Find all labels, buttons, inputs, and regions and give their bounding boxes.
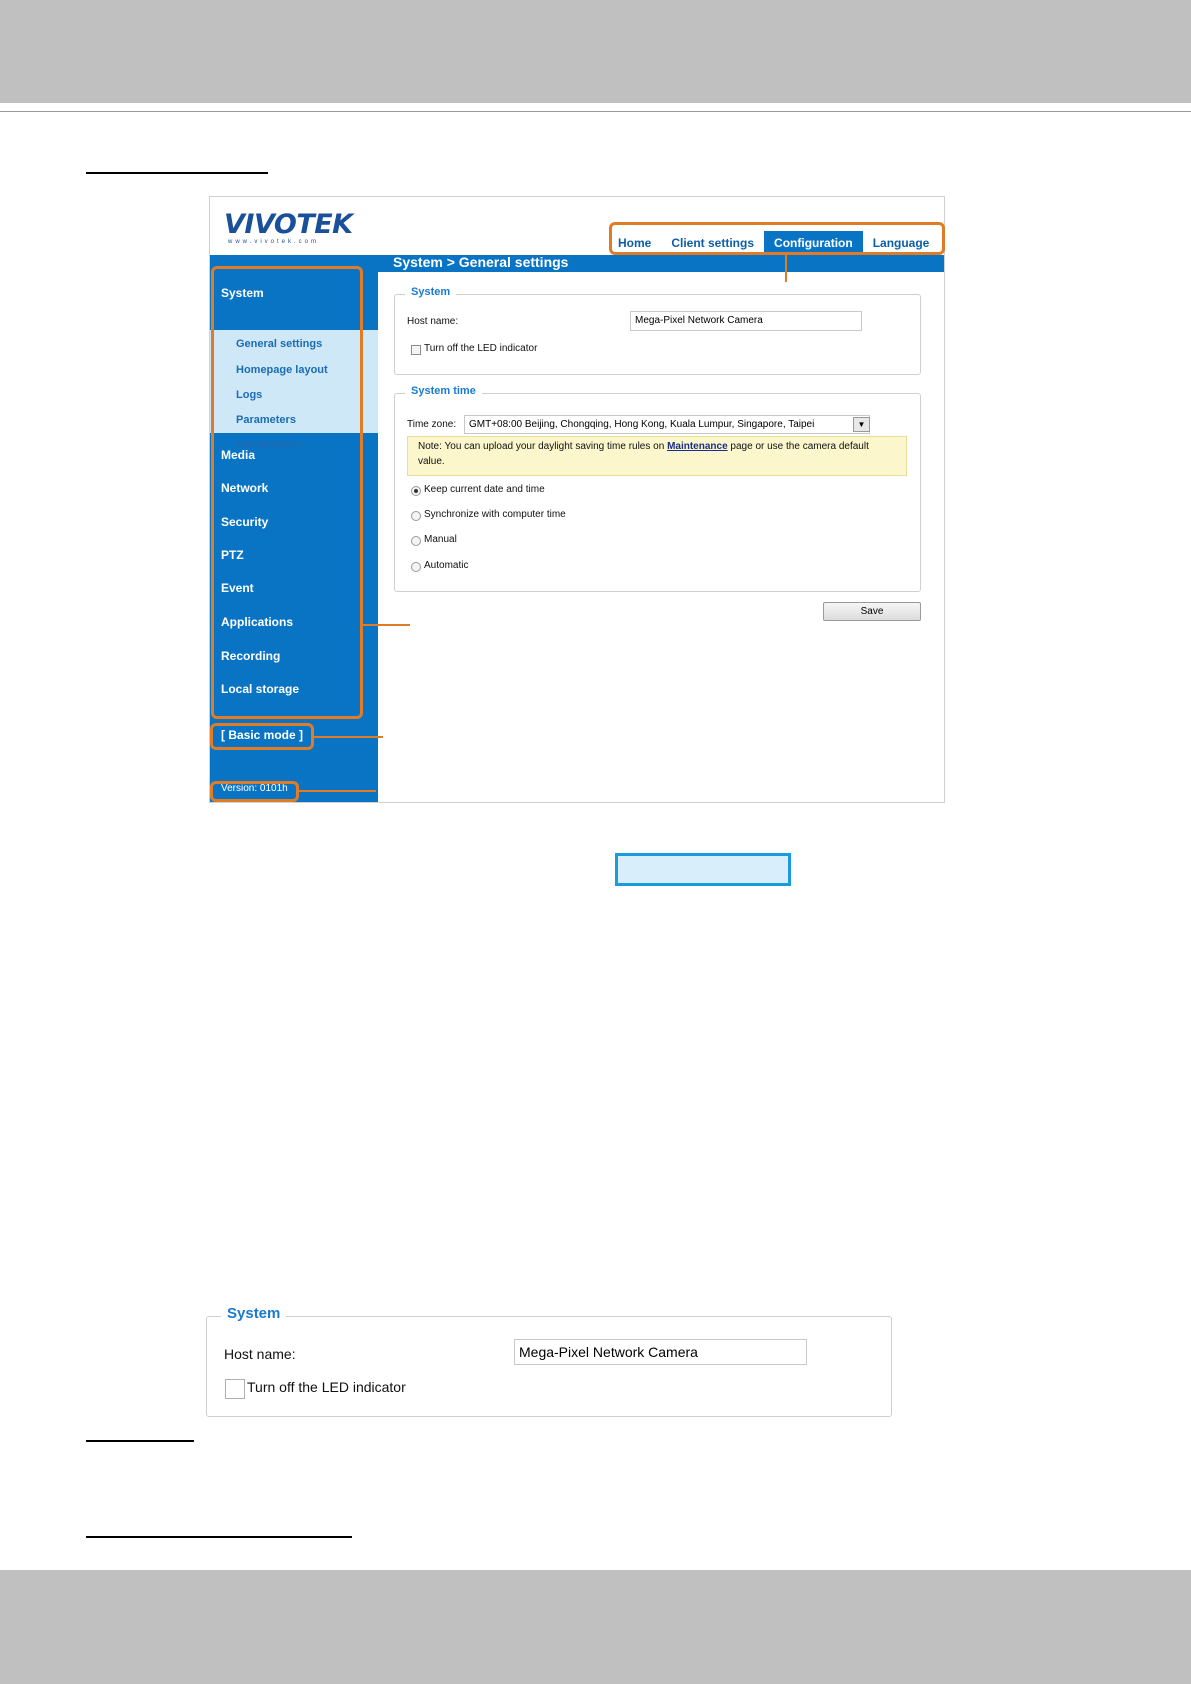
heading-underline-1 <box>86 172 268 174</box>
nav-language[interactable]: Language <box>863 231 940 255</box>
version-callout <box>210 781 299 802</box>
sidebar-item-security[interactable]: Security <box>221 515 269 529</box>
sidebar-subitem-logs[interactable]: Logs <box>236 389 263 401</box>
radio-sync-computer[interactable] <box>411 511 421 521</box>
zoom-led-checkbox[interactable] <box>225 1379 245 1399</box>
sidebar-subitem-parameters[interactable]: Parameters <box>236 414 296 426</box>
nav-client-settings[interactable]: Client settings <box>661 231 764 255</box>
basic-mode-callout <box>210 723 314 750</box>
sidebar-item-event[interactable]: Event <box>221 581 254 595</box>
basic-mode-callout-line <box>314 736 383 738</box>
led-checkbox[interactable] <box>411 345 421 355</box>
sidebar-item-recording[interactable]: Recording <box>221 649 281 663</box>
radio-manual[interactable] <box>411 536 421 546</box>
note-prefix: Note: You can upload your daylight saving time rules on <box>418 441 668 452</box>
time-zone-select[interactable]: GMT+08:00 Beijing, Chongqing, Hong Kong, Kuala Lumpur, Singapore, Taipei <box>464 415 870 434</box>
page-header-band <box>0 0 1191 103</box>
version-callout-line <box>299 790 376 792</box>
menu-callout <box>211 266 363 719</box>
zoom-host-name-input[interactable]: Mega-Pixel Network Camera <box>514 1339 807 1365</box>
breadcrumb: System > General settings <box>393 254 569 270</box>
logo-text: VIVOTEK <box>224 209 353 240</box>
radio-automatic-label: Automatic <box>424 560 469 571</box>
host-name-label: Host name: <box>407 316 459 327</box>
time-zone-label: Time zone: <box>407 419 457 430</box>
sidebar-subitem-maintenance[interactable]: Maintenance <box>236 439 303 451</box>
nav-configuration[interactable]: Configuration <box>764 231 863 255</box>
zoom-host-name-label: Host name: <box>224 1346 296 1362</box>
header-divider <box>0 111 1191 112</box>
save-button[interactable]: Save <box>823 602 921 621</box>
logo-tagline: www.vivotek.com <box>228 239 320 245</box>
sidebar-subitem-homepage-layout[interactable]: Homepage layout <box>236 364 328 376</box>
radio-automatic[interactable] <box>411 562 421 572</box>
host-name-input[interactable]: Mega-Pixel Network Camera <box>630 311 862 331</box>
dst-note <box>407 436 907 476</box>
sidebar-item-system[interactable]: System <box>221 286 264 300</box>
system-time-fieldset <box>394 385 921 592</box>
sidebar-item-local-storage[interactable]: Local storage <box>221 682 300 696</box>
sidebar-item-applications[interactable]: Applications <box>221 615 294 629</box>
radio-keep-current[interactable] <box>411 486 421 496</box>
sidebar-item-network[interactable]: Network <box>221 481 269 495</box>
radio-keep-current-label: Keep current date and time <box>424 484 545 495</box>
zoom-system-legend: System <box>221 1305 286 1322</box>
sidebar-item-ptz[interactable]: PTZ <box>221 548 244 562</box>
heading-underline-3 <box>86 1536 352 1538</box>
note-suffix: page or use the camera default value. <box>418 441 869 467</box>
zoom-led-checkbox-label: Turn off the LED indicator <box>247 1379 406 1395</box>
chevron-down-icon[interactable]: ▼ <box>853 417 870 432</box>
nav-callout-line <box>785 255 787 282</box>
vivotek-logo <box>224 209 354 249</box>
sidebar-item-media[interactable]: Media <box>221 448 256 462</box>
system-panel-zoom <box>206 1305 892 1417</box>
menu-callout-line <box>363 624 410 626</box>
page-footer-band <box>0 1570 1191 1684</box>
nav-callout <box>609 222 945 255</box>
system-legend: System <box>405 286 456 298</box>
radio-sync-computer-label: Synchronize with computer time <box>424 509 566 520</box>
radio-manual-label: Manual <box>424 534 457 545</box>
basic-mode-link[interactable]: [ Basic mode ] <box>221 728 304 742</box>
heading-underline-2 <box>86 1440 194 1442</box>
led-checkbox-label: Turn off the LED indicator <box>424 343 538 354</box>
nav-home[interactable]: Home <box>608 231 661 255</box>
sidebar-subitem-general-settings[interactable]: General settings <box>236 338 323 350</box>
system-time-legend: System time <box>405 385 482 397</box>
highlight-box <box>615 853 791 886</box>
content-panel <box>378 272 938 803</box>
system-fieldset <box>394 286 921 375</box>
maintenance-link[interactable]: Maintenance <box>667 441 728 452</box>
version-label: Version: 0101h <box>221 783 288 794</box>
